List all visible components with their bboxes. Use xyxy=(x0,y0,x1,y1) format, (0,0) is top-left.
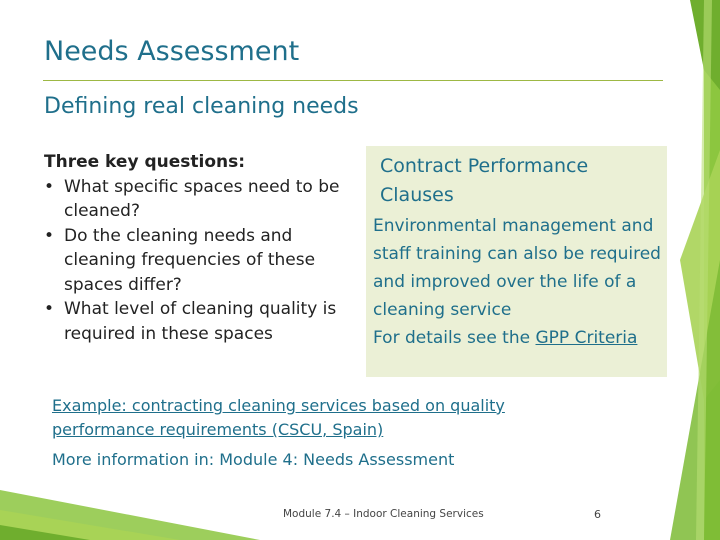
bullet-icon: • xyxy=(44,299,55,319)
box-body-text: Environmental management and staff training can also be required and improved over the life of a cleaning service xyxy=(373,216,661,320)
list-item: • Do the cleaning needs and cleaning frequencies of these spaces differ? xyxy=(44,225,316,295)
slide-subtitle: Defining real cleaning needs xyxy=(44,94,359,119)
bullet-icon: • xyxy=(44,225,55,246)
bullet-icon: • xyxy=(44,176,55,197)
page-number: 6 xyxy=(594,508,601,521)
green-decorative-shape-bottom xyxy=(0,470,260,540)
box-title: Contract Performance Clauses xyxy=(380,155,589,206)
contract-clauses-box xyxy=(366,146,667,377)
questions-section xyxy=(44,150,364,346)
gpp-criteria-link[interactable]: GPP Criteria xyxy=(535,328,638,348)
slide-title: Needs Assessment xyxy=(44,36,300,67)
questions-heading: Three key questions: xyxy=(44,152,246,172)
more-info-text: More information in: Module 4: Needs Assessment xyxy=(52,450,455,469)
footer-text: Module 7.4 – Indoor Cleaning Services xyxy=(283,508,484,520)
list-item: • What level of cleaning quality is required in these spaces xyxy=(44,299,337,344)
green-decorative-shape-right xyxy=(660,0,720,540)
title-divider xyxy=(43,80,663,81)
questions-list xyxy=(44,175,364,347)
list-item: • What specific spaces need to be cleaned? xyxy=(44,176,340,221)
example-link[interactable]: Example: contracting cleaning services based on quality performance requirements (CSCU, Spain) xyxy=(52,396,505,439)
example-section xyxy=(52,394,572,472)
box-body xyxy=(373,212,665,352)
details-line: For details see the GPP Criteria xyxy=(373,328,638,348)
